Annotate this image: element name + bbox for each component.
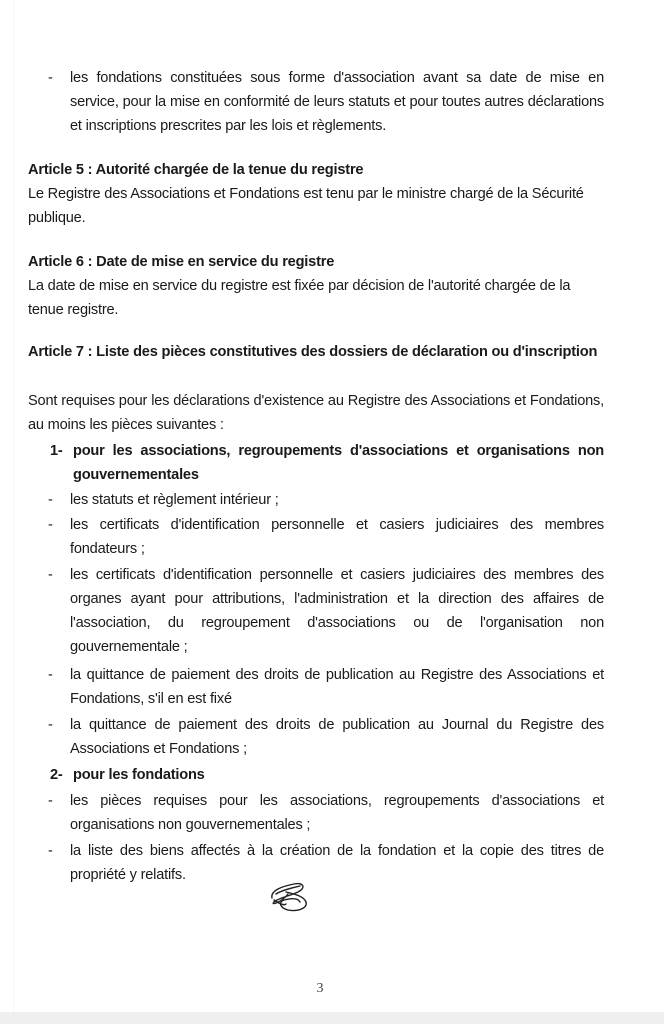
- page-number: 3: [316, 981, 324, 996]
- signature-icon: [264, 880, 320, 916]
- bullet-dash: -: [48, 567, 53, 583]
- list-item: [28, 713, 604, 761]
- bullet-dash: -: [48, 717, 53, 733]
- section-1-heading: [28, 439, 604, 487]
- page-edge: [13, 0, 14, 1012]
- list-item: [28, 488, 604, 512]
- bullet-dash: -: [48, 517, 53, 533]
- bullet-dash: -: [48, 793, 53, 809]
- article-5-body: Le Registre des Associations et Fondations est tenu par le ministre chargé de la Sécurité publique.: [28, 186, 584, 226]
- bullet-text: les statuts et règlement intérieur ;: [70, 492, 279, 508]
- bullet-dash: -: [48, 667, 53, 683]
- bullet-text: la quittance de paiement des droits de publication au Journal du Registre des Associations et Fondations ;: [70, 717, 604, 757]
- section-title: pour les fondations: [73, 767, 205, 783]
- bullet-text: les fondations constituées sous forme d'association avant sa date de mise en service, pour la mise en conformité de leurs statuts et pour toutes autres déclarations et inscriptions prescrites par les lois et règlements.: [70, 70, 604, 134]
- section-number: 2-: [50, 767, 63, 783]
- bullet-text: la quittance de paiement des droits de publication au Registre des Associations et Fondations, s'il en est fixé: [70, 667, 604, 707]
- bullet-text: les certificats d'identification personnelle et casiers judiciaires des membres fondateurs ;: [70, 517, 604, 557]
- bullet-text: la liste des biens affectés à la création de la fondation et la copie des titres de propriété y relatifs.: [70, 843, 604, 883]
- bullet-text: les certificats d'identification personnelle et casiers judiciaires des membres des organes ayant pour attributions, l'administration et la direction des affaires de l'association, du regroupement d'associations ou de l'organisation non gouvernementale ;: [70, 567, 604, 655]
- section-2-heading: [28, 763, 604, 787]
- bullet-dash: -: [48, 492, 53, 508]
- list-item: [28, 663, 604, 711]
- list-item: [28, 513, 604, 561]
- viewer-bottom-band: [0, 1012, 664, 1024]
- bullet-text: les pièces requises pour les associations, regroupements d'associations et organisations non gouvernementales ;: [70, 793, 604, 833]
- article-6-body: La date de mise en service du registre est fixée par décision de l'autorité chargée de la tenue registre.: [28, 278, 571, 318]
- article-7-body: Sont requises pour les déclarations d'existence au Registre des Associations et Fondations, au moins les pièces suivantes :: [28, 393, 604, 433]
- list-item: [28, 789, 604, 837]
- intro-bullet: [28, 66, 604, 138]
- section-title: pour les associations, regroupements d'associations et organisations non gouvernementales: [73, 443, 604, 483]
- bullet-dash: -: [48, 70, 53, 86]
- bullet-dash: -: [48, 843, 53, 859]
- article-6-heading: Article 6 : Date de mise en service du registre: [28, 254, 335, 270]
- article-5-heading: Article 5 : Autorité chargée de la tenue du registre: [28, 162, 364, 178]
- section-number: 1-: [50, 443, 63, 459]
- list-item: [28, 563, 604, 659]
- article-7-heading: Article 7 : Liste des pièces constitutives des dossiers de déclaration ou d'inscription: [28, 344, 598, 360]
